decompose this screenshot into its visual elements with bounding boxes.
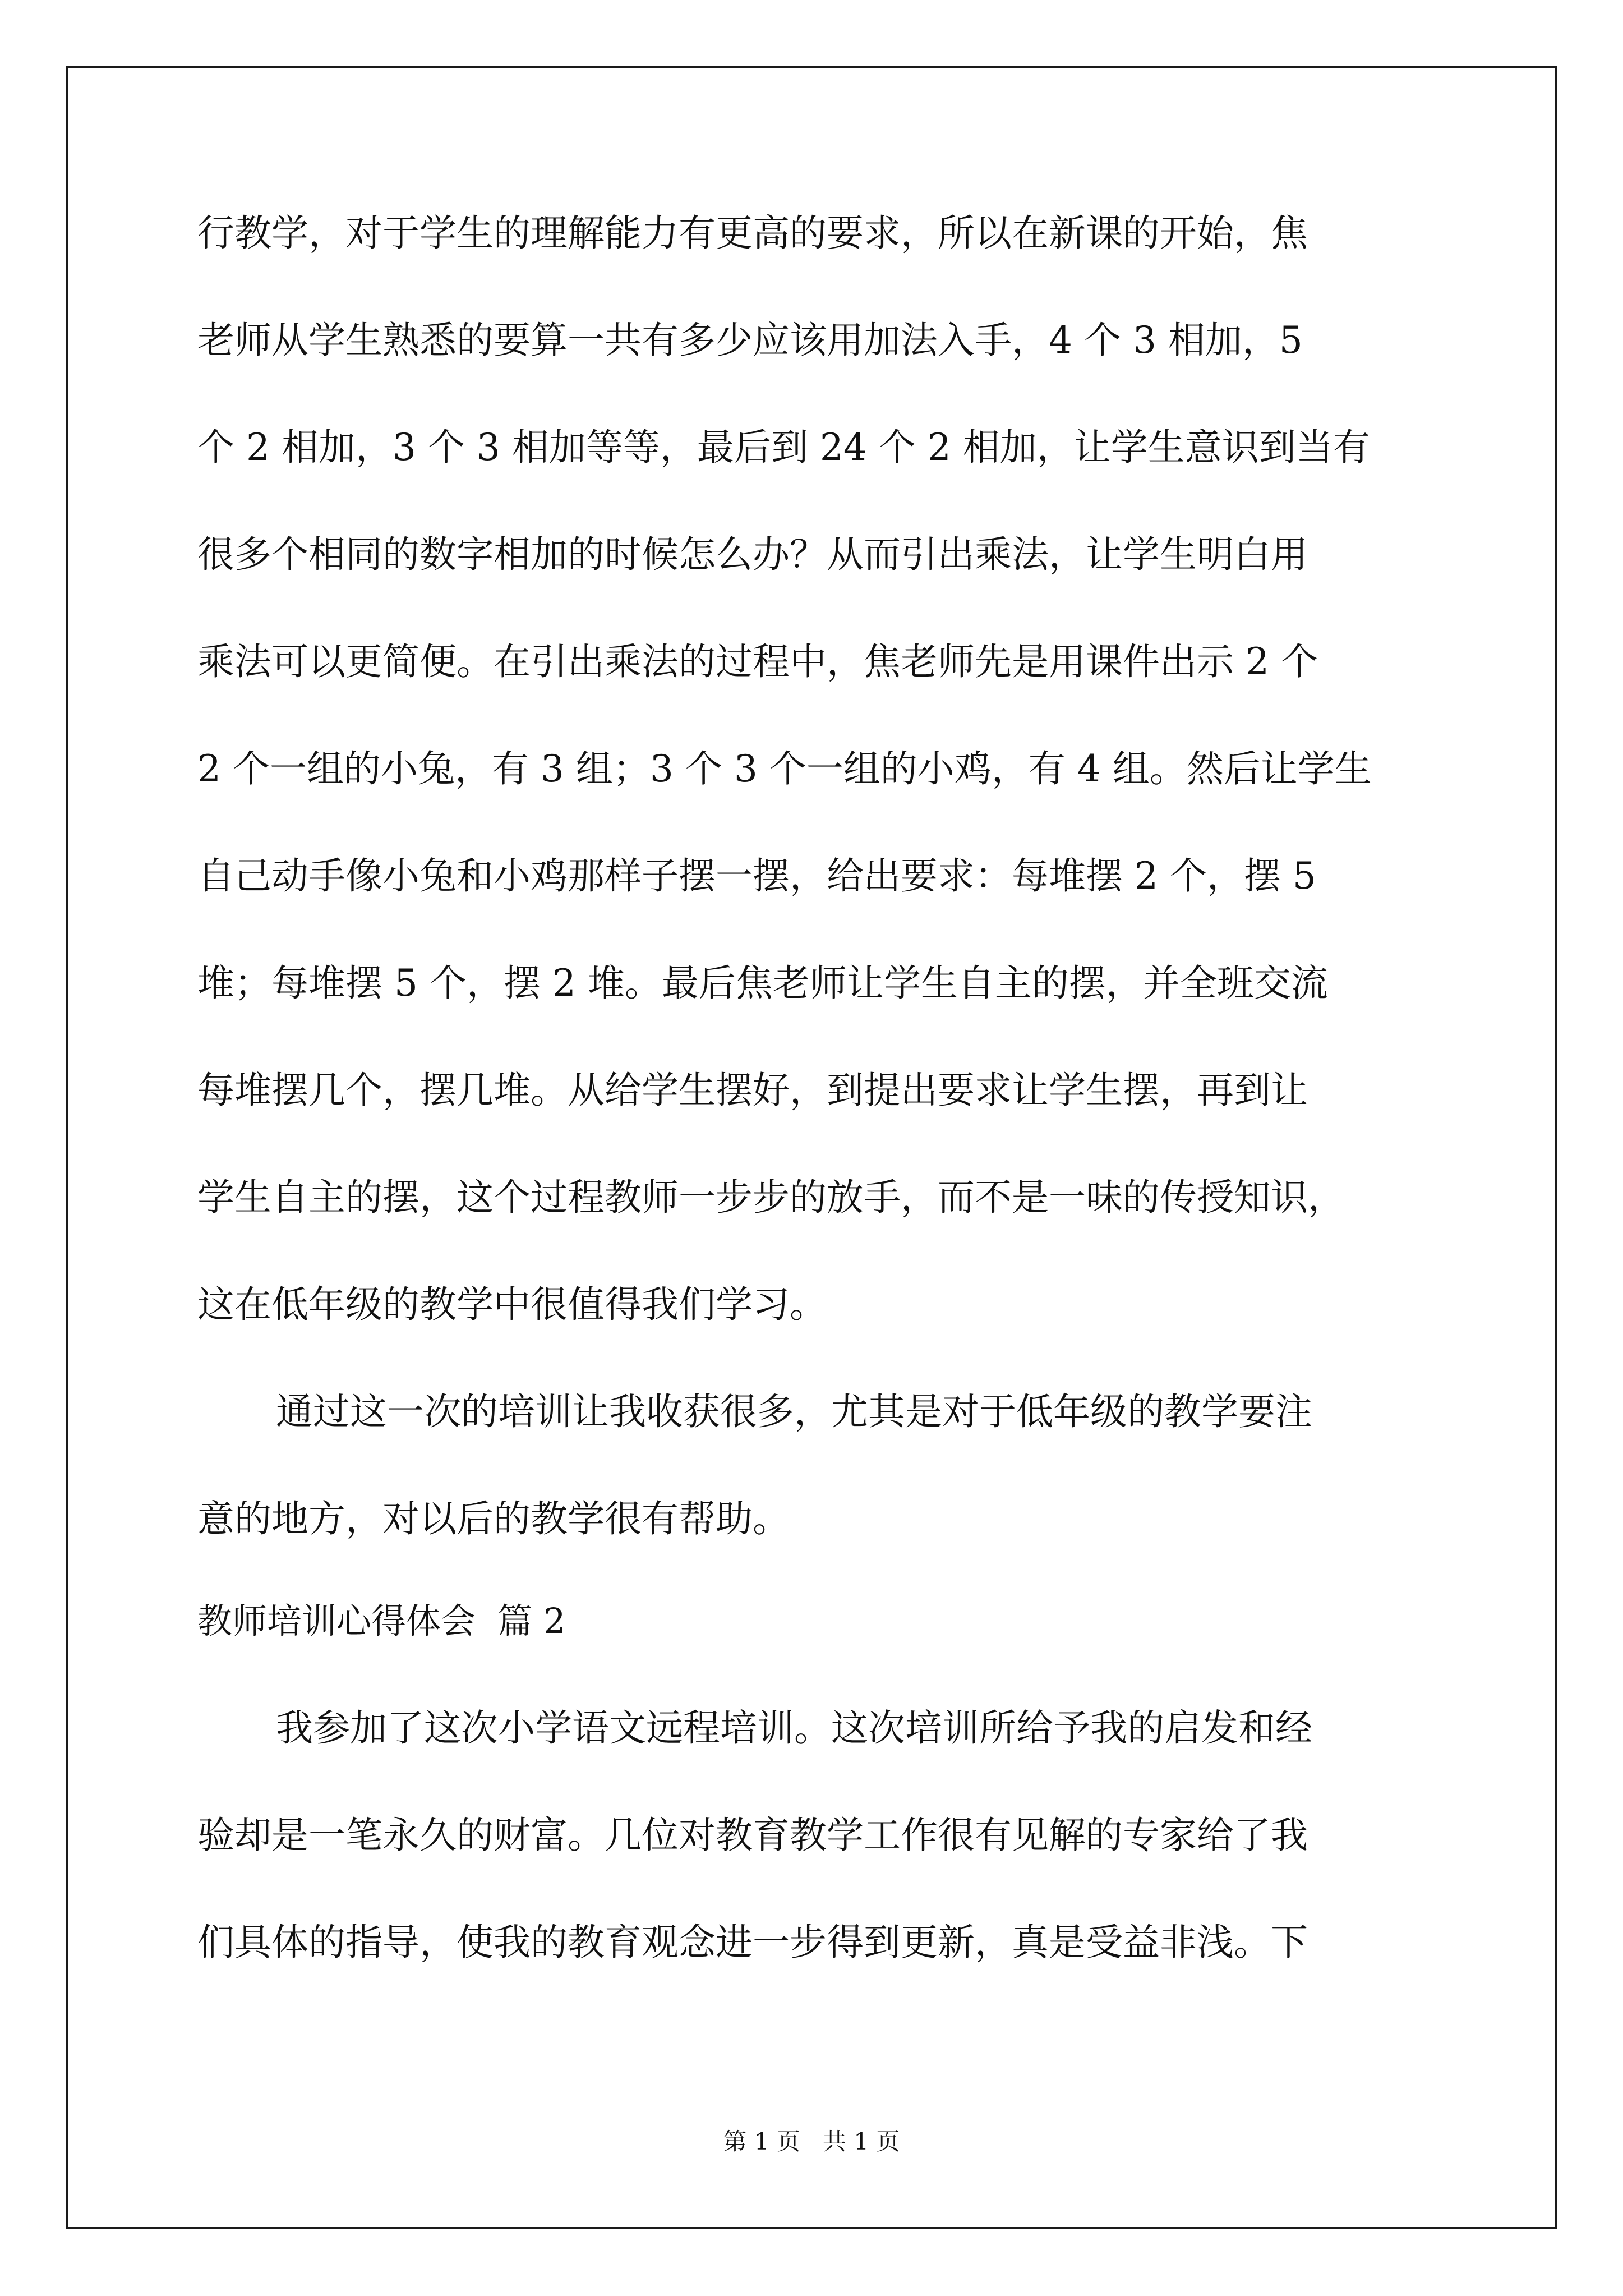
paragraph-line: 行教学，对于学生的理解能力有更高的要求，所以在新课的开始，焦 bbox=[197, 211, 1308, 255]
paragraph-line: 验却是一笔永久的财富。几位对教育教学工作很有见解的专家给了我 bbox=[197, 1814, 1308, 1857]
paragraph-line: 学生自主的摆，这个过程教师一步步的放手，而不是一味的传授知识， bbox=[197, 1176, 1345, 1219]
paragraph-line: 每堆摆几个，摆几堆。从给学生摆好，到提出要求让学生摆，再到让 bbox=[197, 1069, 1308, 1112]
paragraph-line: 我参加了这次小学语文远程培训。这次培训所给予我的启发和经 bbox=[276, 1706, 1312, 1750]
section-heading: 教师培训心得体会 篇 2 bbox=[197, 1600, 566, 1641]
paragraph-line: 乘法可以更简便。在引出乘法的过程中，焦老师先是用课件出示 2 个 bbox=[197, 640, 1318, 683]
paragraph-line: 这在低年级的教学中很值得我们学习。 bbox=[197, 1283, 827, 1326]
paragraph-line: 个 2 相加，3 个 3 相加等等，最后到 24 个 2 相加，让学生意识到当有 bbox=[197, 426, 1370, 469]
paragraph-line: 很多个相同的数字相加的时候怎么办？从而引出乘法，让学生明白用 bbox=[197, 533, 1308, 576]
paragraph-line: 老师从学生熟悉的要算一共有多少应该用加法入手，4 个 3 相加，5 bbox=[197, 319, 1303, 362]
paragraph-line: 意的地方，对以后的教学很有帮助。 bbox=[197, 1497, 790, 1540]
paragraph-line: 们具体的指导，使我的教育观念进一步得到更新，真是受益非浅。下 bbox=[197, 1921, 1308, 1964]
paragraph-line: 2 个一组的小兔，有 3 组；3 个 3 个一组的小鸡，有 4 组。然后让学生 bbox=[197, 747, 1372, 790]
paragraph-line: 自己动手像小兔和小鸡那样子摆一摆，给出要求：每堆摆 2 个，摆 5 bbox=[197, 854, 1316, 898]
paragraph-line: 通过这一次的培训让我收获很多，尤其是对于低年级的教学要注 bbox=[276, 1390, 1312, 1433]
page-border bbox=[66, 66, 1557, 2229]
paragraph-line: 堆；每堆摆 5 个，摆 2 堆。最后焦老师让学生自主的摆，并全班交流 bbox=[197, 961, 1328, 1005]
page-number-footer: 第 1 页 共 1 页 bbox=[723, 2128, 900, 2155]
